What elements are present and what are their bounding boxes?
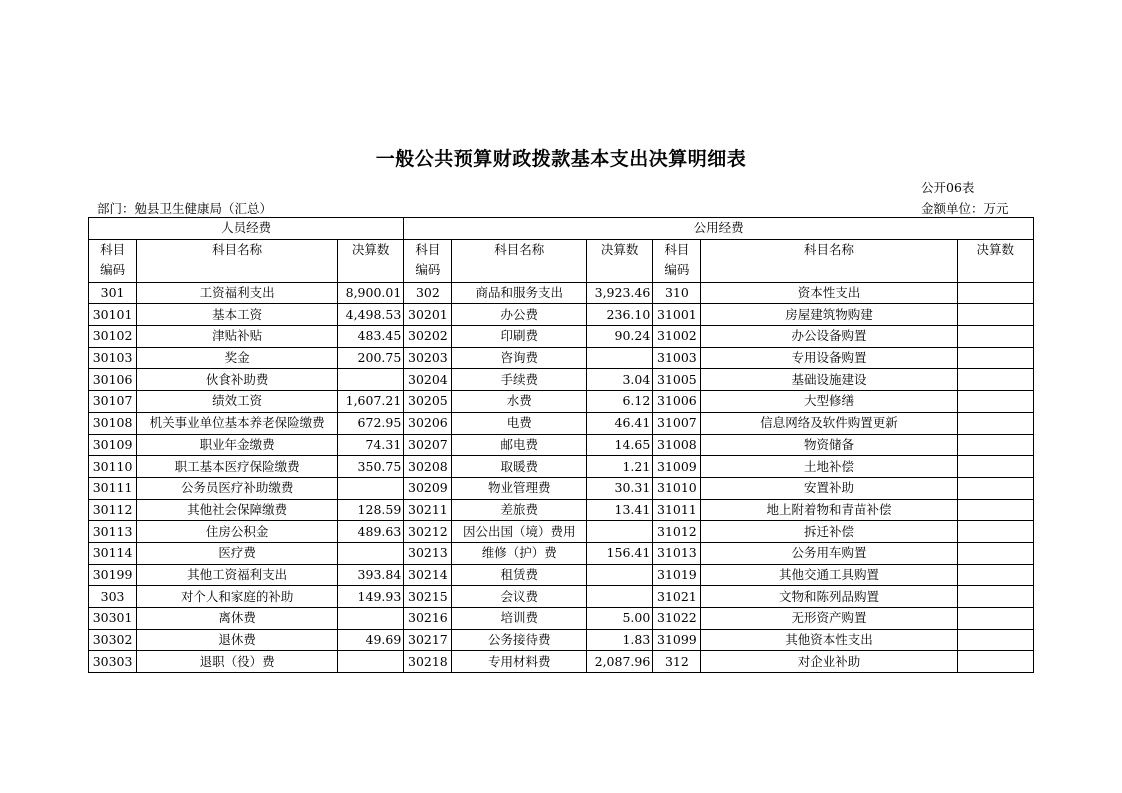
amount-cell <box>338 542 404 564</box>
name-cell: 其他交通工具购置 <box>701 564 957 586</box>
group-header-public: 公用经费 <box>404 218 1034 240</box>
amount-cell: 46.41 <box>587 412 653 434</box>
code-cell: 30102 <box>89 326 137 348</box>
table-row <box>89 499 1034 521</box>
table-row <box>89 651 1034 673</box>
name-cell: 办公设备购置 <box>701 326 957 348</box>
name-cell: 医疗费 <box>137 542 338 564</box>
name-cell: 专用设备购置 <box>701 347 957 369</box>
name-cell: 租赁费 <box>452 564 587 586</box>
code-cell: 310 <box>653 282 701 304</box>
table-row <box>89 521 1034 543</box>
group-header-personnel: 人员经费 <box>89 218 404 240</box>
amount-cell <box>338 477 404 499</box>
code-cell: 30301 <box>89 608 137 630</box>
amount-cell <box>587 586 653 608</box>
code-cell: 31012 <box>653 521 701 543</box>
code-cell: 30111 <box>89 477 137 499</box>
amount-cell <box>957 391 1033 413</box>
code-cell: 31021 <box>653 586 701 608</box>
code-cell: 31009 <box>653 456 701 478</box>
amount-cell: 489.63 <box>338 521 404 543</box>
name-cell: 维修（护）费 <box>452 542 587 564</box>
name-cell: 其他工资福利支出 <box>137 564 338 586</box>
amount-cell <box>957 304 1033 326</box>
name-cell: 公务接待费 <box>452 629 587 651</box>
table-row <box>89 456 1034 478</box>
name-cell: 手续费 <box>452 369 587 391</box>
name-cell: 工资福利支出 <box>137 282 338 304</box>
name-cell: 伙食补助费 <box>137 369 338 391</box>
code-cell: 30208 <box>404 456 452 478</box>
name-cell: 职业年金缴费 <box>137 434 338 456</box>
code-cell: 31019 <box>653 564 701 586</box>
code-cell: 31005 <box>653 369 701 391</box>
code-cell: 30203 <box>404 347 452 369</box>
department-label: 部门：勉县卫生健康局（汇总） <box>97 201 273 216</box>
name-cell: 物业管理费 <box>452 477 587 499</box>
code-cell: 302 <box>404 282 452 304</box>
amount-cell: 1.83 <box>587 629 653 651</box>
code-cell: 30209 <box>404 477 452 499</box>
amount-cell: 14.65 <box>587 434 653 456</box>
amount-cell <box>957 564 1033 586</box>
code-cell: 30211 <box>404 499 452 521</box>
code-cell: 31099 <box>653 629 701 651</box>
amount-cell: 1,607.21 <box>338 391 404 413</box>
table-row <box>89 412 1034 434</box>
amount-cell: 1.21 <box>587 456 653 478</box>
col-header-amount: 决算数 <box>957 239 1033 282</box>
code-cell: 30302 <box>89 629 137 651</box>
name-cell: 无形资产购置 <box>701 608 957 630</box>
name-cell: 退休费 <box>137 629 338 651</box>
name-cell: 房屋建筑物购建 <box>701 304 957 326</box>
amount-cell <box>957 651 1033 673</box>
name-cell: 邮电费 <box>452 434 587 456</box>
code-cell: 30201 <box>404 304 452 326</box>
col-header-code-line2: 编码 <box>664 261 690 277</box>
name-cell: 其他社会保障缴费 <box>137 499 338 521</box>
code-cell: 30113 <box>89 521 137 543</box>
table-row <box>89 477 1034 499</box>
code-cell: 30204 <box>404 369 452 391</box>
amount-cell: 3.04 <box>587 369 653 391</box>
amount-cell <box>957 586 1033 608</box>
table-row <box>89 391 1034 413</box>
amount-cell: 6.12 <box>587 391 653 413</box>
amount-cell: 4,498.53 <box>338 304 404 326</box>
amount-cell: 149.93 <box>338 586 404 608</box>
table-row <box>89 542 1034 564</box>
amount-cell <box>338 608 404 630</box>
col-header-code <box>404 239 452 282</box>
code-cell: 31008 <box>653 434 701 456</box>
name-cell: 文物和陈列品购置 <box>701 586 957 608</box>
code-cell: 30108 <box>89 412 137 434</box>
code-cell: 30114 <box>89 542 137 564</box>
name-cell: 取暖费 <box>452 456 587 478</box>
amount-cell: 90.24 <box>587 326 653 348</box>
table-row <box>89 564 1034 586</box>
amount-cell: 393.84 <box>338 564 404 586</box>
name-cell: 机关事业单位基本养老保险缴费 <box>137 412 338 434</box>
group-header-row <box>89 218 1034 240</box>
name-cell: 因公出国（境）费用 <box>452 521 587 543</box>
amount-cell: 350.75 <box>338 456 404 478</box>
amount-cell: 483.45 <box>338 326 404 348</box>
name-cell: 大型修缮 <box>701 391 957 413</box>
code-cell: 31010 <box>653 477 701 499</box>
code-cell: 30202 <box>404 326 452 348</box>
amount-cell: 128.59 <box>338 499 404 521</box>
table-row <box>89 347 1034 369</box>
code-cell: 30205 <box>404 391 452 413</box>
col-header-code-line1: 科目 <box>100 241 126 257</box>
name-cell: 安置补助 <box>701 477 957 499</box>
amount-cell <box>957 369 1033 391</box>
name-cell: 物资储备 <box>701 434 957 456</box>
name-cell: 公务员医疗补助缴费 <box>137 477 338 499</box>
code-cell: 30110 <box>89 456 137 478</box>
col-header-code-line1: 科目 <box>415 241 441 257</box>
code-cell: 31011 <box>653 499 701 521</box>
name-cell: 拆迁补偿 <box>701 521 957 543</box>
col-header-name: 科目名称 <box>452 239 587 282</box>
name-cell: 离休费 <box>137 608 338 630</box>
code-cell: 30213 <box>404 542 452 564</box>
code-cell: 30217 <box>404 629 452 651</box>
name-cell: 办公费 <box>452 304 587 326</box>
name-cell: 地上附着物和青苗补偿 <box>701 499 957 521</box>
amount-cell <box>957 412 1033 434</box>
table-row <box>89 326 1034 348</box>
column-header-row <box>89 239 1034 282</box>
code-cell: 30107 <box>89 391 137 413</box>
amount-cell: 156.41 <box>587 542 653 564</box>
name-cell: 专用材料费 <box>452 651 587 673</box>
code-cell: 31022 <box>653 608 701 630</box>
col-header-code-line2: 编码 <box>100 261 126 277</box>
code-cell: 30214 <box>404 564 452 586</box>
code-cell: 31013 <box>653 542 701 564</box>
name-cell: 对个人和家庭的补助 <box>137 586 338 608</box>
code-cell: 30106 <box>89 369 137 391</box>
amount-unit-label: 金额单位：万元 <box>921 201 1009 216</box>
code-cell: 30207 <box>404 434 452 456</box>
name-cell: 印刷费 <box>452 326 587 348</box>
name-cell: 咨询费 <box>452 347 587 369</box>
name-cell: 住房公积金 <box>137 521 338 543</box>
code-cell: 31007 <box>653 412 701 434</box>
amount-cell: 3,923.46 <box>587 282 653 304</box>
table-row <box>89 282 1034 304</box>
name-cell: 绩效工资 <box>137 391 338 413</box>
table-row <box>89 369 1034 391</box>
col-header-code-line1: 科目 <box>664 241 690 257</box>
form-code: 公开06表 <box>921 180 975 195</box>
amount-cell <box>957 477 1033 499</box>
amount-cell <box>587 347 653 369</box>
col-header-name: 科目名称 <box>701 239 957 282</box>
amount-cell <box>957 456 1033 478</box>
report-title: 一般公共预算财政拨款基本支出决算明细表 <box>375 148 747 170</box>
amount-cell <box>957 499 1033 521</box>
amount-cell: 5.00 <box>587 608 653 630</box>
amount-cell <box>338 651 404 673</box>
name-cell: 水费 <box>452 391 587 413</box>
amount-cell <box>957 326 1033 348</box>
table-row <box>89 608 1034 630</box>
code-cell: 30216 <box>404 608 452 630</box>
code-cell: 31003 <box>653 347 701 369</box>
name-cell: 信息网络及软件购置更新 <box>701 412 957 434</box>
code-cell: 30199 <box>89 564 137 586</box>
code-cell: 31001 <box>653 304 701 326</box>
amount-cell: 74.31 <box>338 434 404 456</box>
code-cell: 312 <box>653 651 701 673</box>
table-row <box>89 629 1034 651</box>
amount-cell <box>957 608 1033 630</box>
table-row <box>89 434 1034 456</box>
amount-cell: 8,900.01 <box>338 282 404 304</box>
code-cell: 30218 <box>404 651 452 673</box>
amount-cell: 672.95 <box>338 412 404 434</box>
name-cell: 对企业补助 <box>701 651 957 673</box>
name-cell: 土地补偿 <box>701 456 957 478</box>
name-cell: 职工基本医疗保险缴费 <box>137 456 338 478</box>
name-cell: 退职（役）费 <box>137 651 338 673</box>
amount-cell <box>338 369 404 391</box>
amount-cell <box>587 521 653 543</box>
name-cell: 会议费 <box>452 586 587 608</box>
name-cell: 其他资本性支出 <box>701 629 957 651</box>
name-cell: 基础设施建设 <box>701 369 957 391</box>
code-cell: 301 <box>89 282 137 304</box>
name-cell: 电费 <box>452 412 587 434</box>
code-cell: 30212 <box>404 521 452 543</box>
col-header-amount: 决算数 <box>587 239 653 282</box>
amount-cell <box>957 629 1033 651</box>
code-cell: 30101 <box>89 304 137 326</box>
name-cell: 资本性支出 <box>701 282 957 304</box>
amount-cell: 30.31 <box>587 477 653 499</box>
code-cell: 30303 <box>89 651 137 673</box>
amount-cell: 49.69 <box>338 629 404 651</box>
name-cell: 公务用车购置 <box>701 542 957 564</box>
name-cell: 商品和服务支出 <box>452 282 587 304</box>
table-row <box>89 586 1034 608</box>
name-cell: 基本工资 <box>137 304 338 326</box>
code-cell: 30112 <box>89 499 137 521</box>
col-header-code <box>653 239 701 282</box>
amount-cell: 2,087.96 <box>587 651 653 673</box>
amount-cell <box>957 347 1033 369</box>
amount-cell <box>957 521 1033 543</box>
amount-cell <box>587 564 653 586</box>
amount-cell <box>957 434 1033 456</box>
name-cell: 差旅费 <box>452 499 587 521</box>
col-header-code <box>89 239 137 282</box>
amount-cell: 236.10 <box>587 304 653 326</box>
code-cell: 303 <box>89 586 137 608</box>
code-cell: 30103 <box>89 347 137 369</box>
name-cell: 津贴补贴 <box>137 326 338 348</box>
amount-cell: 13.41 <box>587 499 653 521</box>
code-cell: 31006 <box>653 391 701 413</box>
col-header-amount: 决算数 <box>338 239 404 282</box>
name-cell: 培训费 <box>452 608 587 630</box>
amount-cell <box>957 542 1033 564</box>
expenditure-detail-table <box>88 217 1034 673</box>
amount-cell: 200.75 <box>338 347 404 369</box>
code-cell: 30206 <box>404 412 452 434</box>
name-cell: 奖金 <box>137 347 338 369</box>
code-cell: 30109 <box>89 434 137 456</box>
amount-cell <box>957 282 1033 304</box>
code-cell: 31002 <box>653 326 701 348</box>
col-header-code-line2: 编码 <box>415 261 441 277</box>
table-row <box>89 304 1034 326</box>
code-cell: 30215 <box>404 586 452 608</box>
col-header-name: 科目名称 <box>137 239 338 282</box>
